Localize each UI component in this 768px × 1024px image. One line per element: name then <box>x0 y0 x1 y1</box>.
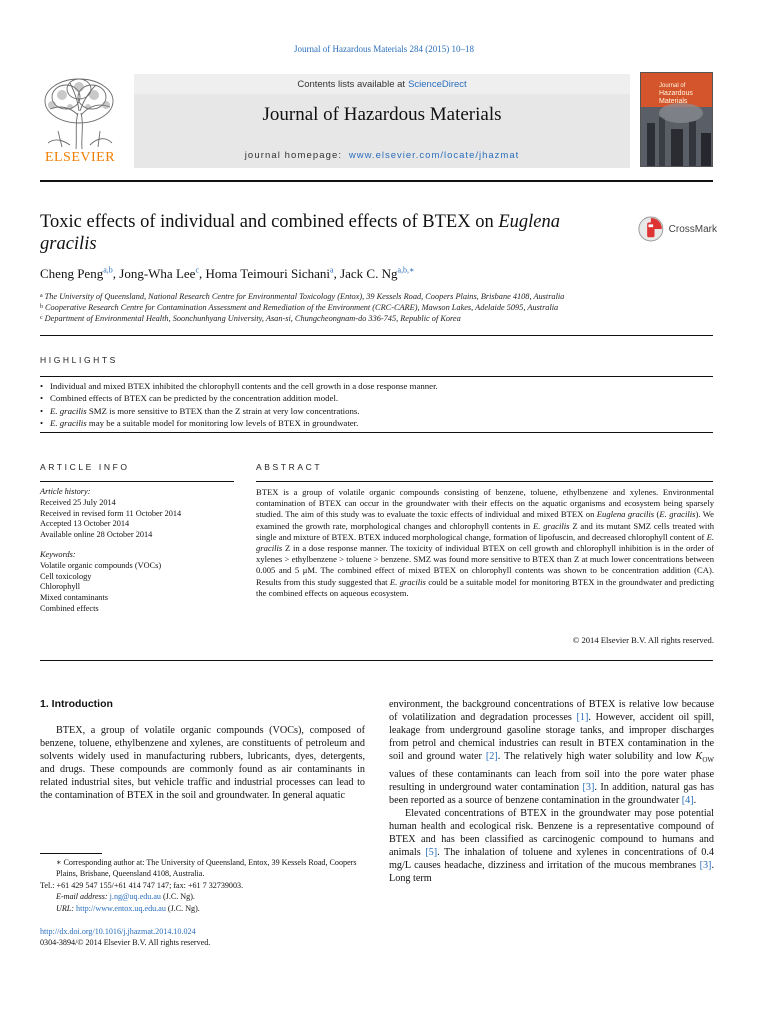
keyword: Volatile organic compounds (VOCs) <box>40 560 162 570</box>
contents-line <box>134 74 630 94</box>
highlights-list <box>40 380 720 429</box>
footnote-url: URL: http://www.entox.uq.edu.au (J.C. Ng). <box>56 903 200 913</box>
highlight-item: • E. gracilis may be a suitable model for monitoring low levels of BTEX in groundwater. <box>40 417 359 428</box>
svg-text:Journal of: Journal of <box>659 83 686 89</box>
affiliation-item: $^c$ Department of Environmental Health, Soonchunhyang University, Asan-si, Chungcheongnam-do 336-745, Republic of Korea <box>40 314 461 324</box>
introduction-left-column <box>40 724 365 803</box>
body-paragraph: environment, the background concentrations of BTEX is relative low because of volatilization and degradation processes [1]. However, accident oil spill, leakage from underground gasoline storage tanks, and improper discharges from petrol and chemical industries can result in BTEX contamination in the soil and ground water [2]. The relatively high water solubility and low $K_{OW}$ values of these contaminants can leach from soil into the pore water phase resulting in underground water contamination [3]. In addition, natural gas has been reported as a source of benzene contamination in the groundwater [4]. <box>389 699 714 806</box>
article-info-heading: ARTICLE INFO <box>40 462 130 472</box>
introduction-heading: 1. Introduction <box>40 698 113 710</box>
crossmark-label: CrossMark <box>668 223 717 235</box>
citation-link[interactable]: [4] <box>681 794 694 806</box>
author-affiliation-marks[interactable]: a,b,∗ <box>397 266 415 275</box>
body-paragraph: BTEX, a group of volatile organic compounds (VOCs), composed of benzene, toluene, ethylbenzene and xylenes, are constituents of petroleum and solvents widely used in manufacturing rubbers, lubricants, dyes, detergents, and drugs. These compounds are commonly found as air contaminants in related industrial sites, but vehicle traffic and industrial processes can lead to the contamination of BTEX in the soil and groundwater. In general aquatic <box>40 725 365 802</box>
masthead-rule <box>40 180 713 182</box>
journal-title: Journal of Hazardous Materials <box>262 104 502 125</box>
footnote-email: E-mail address: j.ng@uq.edu.au (J.C. Ng). <box>56 892 195 902</box>
author-affiliation-marks[interactable]: a <box>330 266 334 275</box>
history-item: Available online 28 October 2014 <box>40 530 153 540</box>
abstract-text: BTEX is a group of volatile organic compounds consisting of benzene, toluene, ethylbenzene and xylenes. Environmental contamination of BTEX can occur in the groundwater with their effects on the aquatic organisms and ecosystem being sparsely studied. The aim of this study was to evaluate the toxic effects of individual and mixed BTEX on Euglena gracilis (E. gracilis). We examined the growth rate, morphological changes and chlorophyll contents in E. gracilis Z and its mutant SMZ cells treated with single and mixture of BTEX. BTEX induced morphological change, formation of lipofuscin, and decreased chlorophyll content of E. gracilis Z in a dose response manner. The toxicity of individual BTEX on cell growth and chlorophyll inhibition is in the order of xylenes > ethylbenzene > toluene > benzene. SMZ was found more sensitive to BTEX than Z at much lower concentrations between 0.005 and 5 μM. The combined effect of mixed BTEX on chlorophyll contents was shown to be concentration addition (CA). Results from this study suggested that E. gracilis could be a suitable model for monitoring BTEX in the groundwater and predicting the combined effects on aqueous ecosystem. <box>256 487 714 598</box>
doi-link[interactable]: http://dx.doi.org/10.1016/j.jhazmat.2014.10.024 <box>40 927 196 936</box>
citation-link[interactable]: [2] <box>485 751 498 763</box>
article-title-species: Euglena gracilis <box>40 212 560 254</box>
article-info <box>40 487 230 615</box>
abstract-heading: ABSTRACT <box>256 462 323 472</box>
article-title-main: Toxic effects of individual and combined effects of BTEX on <box>40 212 499 232</box>
introduction-right-column <box>389 698 714 885</box>
citation-link[interactable]: [5] <box>425 847 438 859</box>
citation-link[interactable]: [1] <box>576 712 589 724</box>
url-link[interactable]: http://www.entox.uq.edu.au <box>76 903 166 913</box>
history-item: Accepted 13 October 2014 <box>40 519 130 529</box>
history-item: Received 25 July 2014 <box>40 497 116 507</box>
footnote-phone: Tel.: +61 429 547 155/+61 414 747 147; fax: +61 7 32739003. <box>40 880 244 890</box>
highlights-rule <box>40 376 713 377</box>
author: Jong-Wha Lee$^c$, <box>119 266 206 282</box>
footnote-corresponding: ∗ Corresponding author at: The University of Queensland, Entox, 39 Kessels Road, Coopers Plains, Brisbane, Queensland 4108, Australia. <box>56 858 357 879</box>
history-item: Received in revised form 11 October 2014 <box>40 508 182 518</box>
affiliations <box>40 291 720 325</box>
homepage-link[interactable]: www.elsevier.com/locate/jhazmat <box>348 150 520 161</box>
email-link[interactable]: j.ng@uq.edu.au <box>109 892 161 902</box>
issn-copyright: 0304-3894/© 2014 Elsevier B.V. All rights reserved. <box>40 938 211 948</box>
highlight-item: • Combined effects of BTEX can be predicted by the concentration addition model. <box>40 393 339 404</box>
contents-prefix: Contents lists available at <box>297 78 406 90</box>
sciencedirect-link[interactable]: ScienceDirect <box>408 78 467 90</box>
elsevier-wordmark[interactable]: ELSEVIER <box>44 150 116 165</box>
abstract-copyright: © 2014 Elsevier B.V. All rights reserved. <box>572 635 714 645</box>
footnote-rule <box>40 853 102 854</box>
keyword: Mixed contaminants <box>40 593 108 603</box>
highlight-item: • Individual and mixed BTEX inhibited the chlorophyll contents and the cell growth in a dose response manner. <box>40 381 438 391</box>
highlights-heading: HIGHLIGHTS <box>40 355 118 365</box>
svg-text:Hazardous: Hazardous <box>659 90 693 97</box>
journal-banner <box>134 74 630 168</box>
crossmark-badge[interactable] <box>637 212 717 246</box>
author-affiliation-marks[interactable]: a,b <box>103 266 113 275</box>
corresponding-author-footnote <box>40 857 380 914</box>
abstract-rule <box>256 481 713 482</box>
body-paragraph: Elevated concentrations of BTEX in the groundwater may pose potential human health and ecological risk. Benzene is a representative compound of BTEX and has been classified as carcinogenic compound to humans and animals [5]. The inhalation of toluene and xylenes in concentrations of 0.4 mg/L causes headache, dizziness and irritation of the mucous membranes [3]. Long term <box>389 807 714 885</box>
section-rule <box>40 335 713 336</box>
author: Jack C. $Ng^{a,b,∗}$ <box>340 266 415 282</box>
keyword: Combined effects <box>40 603 99 613</box>
author: Homa Teimouri Sichani$^a$, <box>205 266 341 282</box>
journal-homepage <box>134 150 630 161</box>
section-rule <box>40 432 713 433</box>
svg-text:Materials: Materials <box>659 98 688 105</box>
highlight-item: • E. gracilis SMZ is more sensitive to BTEX than the Z strain at very low concentrations. <box>40 405 360 416</box>
doi-block <box>40 926 210 949</box>
homepage-label: journal homepage: <box>244 150 343 161</box>
author: Cheng Peng$^{a,b}$, <box>40 266 120 282</box>
affiliation-item: $^b$ Cooperative Research Centre for Contamination Assessment and Remediation of the Environment (CRC-CARE), Mawson Lakes, Adelaide 5095, Australia <box>40 303 559 313</box>
article-title <box>40 211 610 255</box>
journal-cover-image[interactable] <box>640 72 713 167</box>
author-list <box>40 266 414 282</box>
article-history-label: Article history: <box>40 487 91 496</box>
crossmark-icon <box>637 214 665 244</box>
article-info-rule <box>40 481 234 482</box>
section-rule <box>40 660 713 661</box>
affiliation-item: $^a$ The University of Queensland, National Research Centre for Environmental Toxicology (Entox), 39 Kessels Road, Coopers Plains, Brisbane 4108, Australia <box>40 292 565 301</box>
citation-link[interactable]: [3] <box>582 781 595 793</box>
keywords-label: Keywords: <box>40 549 76 559</box>
citation-link[interactable]: [3] <box>699 860 712 872</box>
keyword: Chlorophyll <box>40 582 81 592</box>
keyword: Cell toxicology <box>40 571 92 581</box>
author-affiliation-marks[interactable]: c <box>195 266 199 275</box>
journal-reference[interactable]: Journal of Hazardous Materials 284 (2015) 10–18 <box>294 44 474 54</box>
